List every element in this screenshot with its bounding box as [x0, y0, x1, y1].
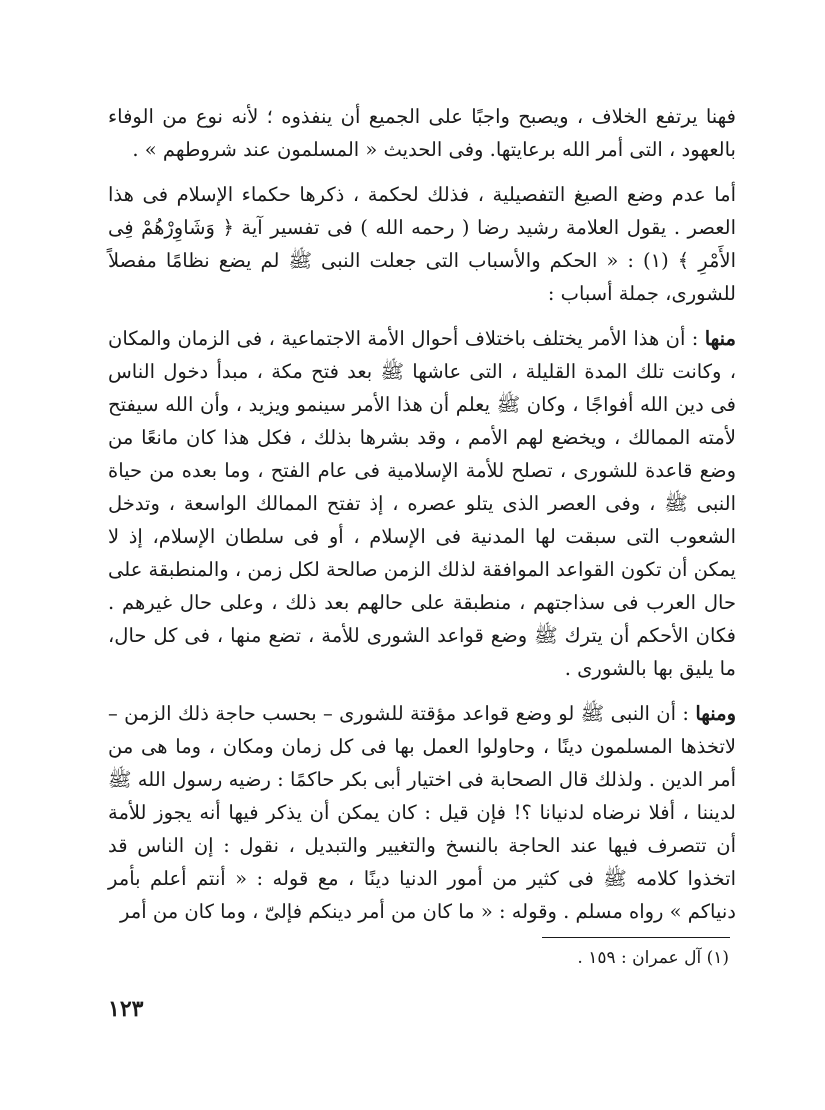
paragraph-2-text: أما عدم وضع الصيغ التفصيلية ، فذلك لحكمة ، ذكرها حكماء الإسلام فى هذا العصر . يقول العلامة رشيد رضا ( رحمه الله ) فى تفسير آية ﴿ وَشَاوِرْهُمْ فِى الأَمْرِ ﴾ (١) : « الحكم والأسباب التى جعلت النبى ﷺ لم يضع نظامًا مفصلاً للشورى، جملة أسباب :	[108, 183, 736, 305]
page-number: ١٢٣	[108, 996, 144, 1022]
paragraph-1-text: فهنا يرتفع الخلاف ، ويصبح واجبًا على الجميع أن ينفذوه ؛ لأنه نوع من الوفاء بالعهود ، التى أمر الله برعايتها. وفى الحديث « المسلمون عند شروطهم » .	[108, 105, 736, 161]
main-text	[108, 100, 736, 928]
paragraph-3	[108, 322, 736, 685]
paragraph-1	[108, 100, 736, 166]
paragraph-2	[108, 178, 736, 310]
paragraph-4-text: : أن النبى ﷺ لو وضع قواعد مؤقتة للشورى – بحسب حاجة ذلك الزمن – لاتخذها المسلمون دينًا ، وحاولوا العمل بها فى كل زمان ومكان ، وما هى من أمر الدين . ولذلك قال الصحابة فى اختيار أبى بكر حاكمًا : رضيه رسول الله ﷺ لديننا ، أفلا نرضاه لدنيانا ؟! فإن قيل : كان يمكن أن يذكر فيها أنه يجوز للأمة أن تتصرف فيها عند الحاجة بالنسخ والتغيير والتبديل ، نقول : إن الناس قد اتخذوا كلامه ﷺ فى كثير من أمور الدنيا دينًا ، مع قوله : « أنتم أعلم بأمر دنياكم » رواه مسلم . وقوله : « ما كان من أمر دينكم فإلىّ ، وما كان من أمر	[108, 702, 736, 923]
paragraph-3-text: : أن هذا الأمر يختلف باختلاف أحوال الأمة الاجتماعية ، فى الزمان والمكان ، وكانت تلك المدة القليلة ، التى عاشها ﷺ بعد فتح مكة ، مبدأ دخول الناس فى دين الله أفواجًا ، وكان ﷺ يعلم أن هذا الأمر سينمو ويزيد ، وأن الله سيفتح لأمته الممالك ، ويخضع لهم الأمم ، وقد بشرها بذلك ، فكل هذا كان مانعًا من وضع قاعدة للشورى ، تصلح للأمة الإسلامية فى عام الفتح ، وما بعده من حياة النبى ﷺ ، وفى العصر الذى يتلو عصره ، إذ تفتح الممالك الواسعة ، وتدخل الشعوب التى سبقت لها المدنية فى الإسلام ، أو فى سلطان الإسلام، إذ لا يمكن أن تكون القواعد الموافقة لذلك الزمن صالحة لكل زمن ، والمنطبقة على حال العرب فى سذاجتهم ، منطبقة على حالهم بعد ذلك ، وعلى حال غيرهم . فكان الأحكم أن يترك ﷺ وضع قواعد الشورى للأمة ، تضع منها ، فى كل حال، ما يليق بها بالشورى .	[108, 327, 736, 680]
footnote: (١) آل عمران : ١٥٩ .	[577, 948, 729, 968]
paragraph-4	[108, 697, 736, 928]
paragraph-4-lead: ومنها	[695, 702, 736, 725]
footnote-divider	[542, 937, 730, 938]
paragraph-3-lead: منها	[704, 327, 736, 350]
